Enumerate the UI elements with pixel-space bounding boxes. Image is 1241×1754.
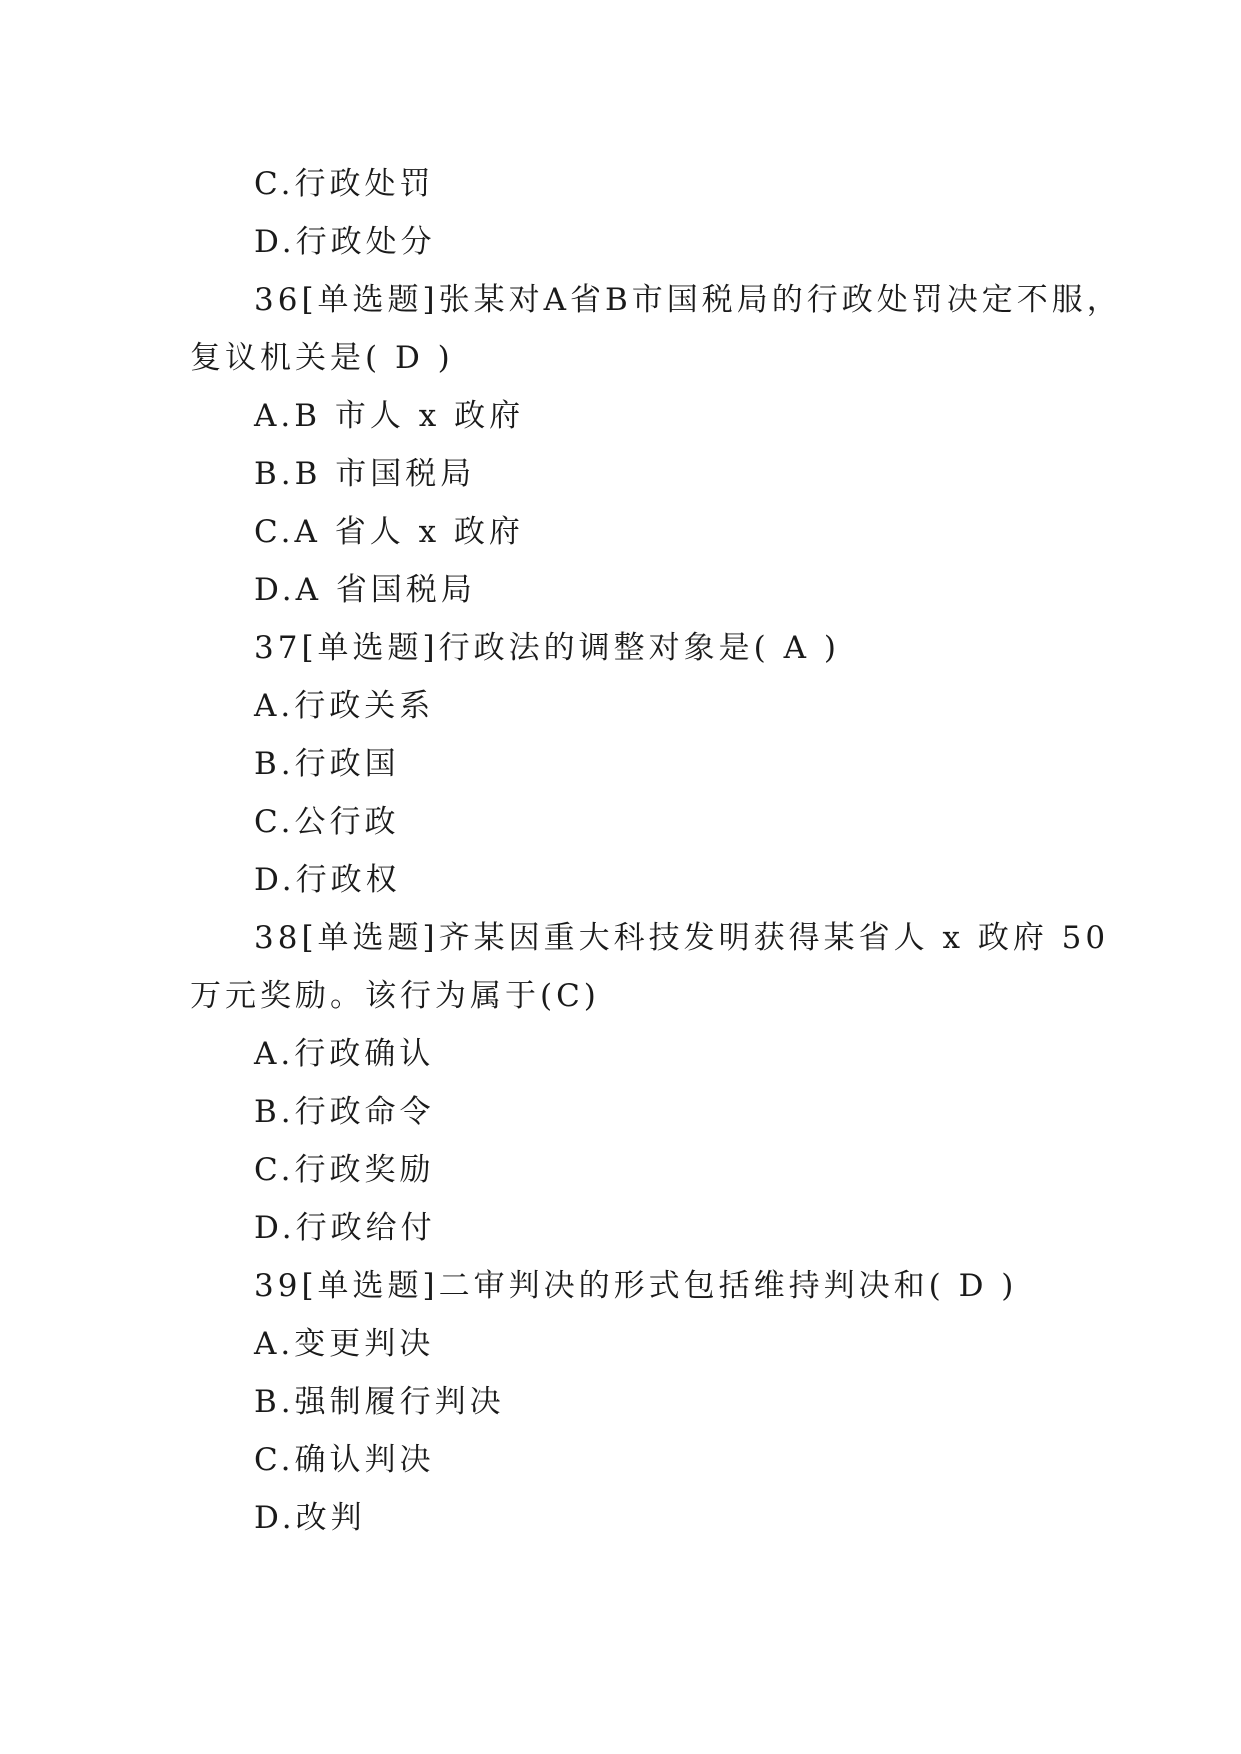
option-a-q37: A.行政关系 [254, 688, 435, 724]
option-d-q36: D.A 省国税局 [254, 572, 476, 608]
option-d-q39: D.改判 [254, 1500, 366, 1536]
option-a-q39: A.变更判决 [254, 1326, 435, 1362]
option-b-q39: B.强制履行判决 [254, 1384, 505, 1420]
option-b-q36: B.B 市国税局 [254, 456, 476, 492]
option-a-q36: A.B 市人 x 政府 [254, 398, 525, 434]
option-b-q37: B.行政国 [254, 746, 400, 782]
question-38-stem-continued: 万元奖励。该行为属于(C) [190, 978, 600, 1014]
option-c-q37: C.公行政 [254, 804, 400, 840]
option-c-q38: C.行政奖励 [254, 1152, 435, 1188]
question-37-stem: 37[单选题]行政法的调整对象是( A ) [254, 630, 840, 666]
option-c-q35: C.行政处罚 [254, 166, 435, 202]
option-b-q38: B.行政命令 [254, 1094, 435, 1130]
question-38-stem: 38[单选题]齐某因重大科技发明获得某省人 x 政府 50 [254, 920, 1110, 956]
question-36-stem-continued: 复议机关是( D ) [190, 340, 454, 376]
option-a-q38: A.行政确认 [254, 1036, 435, 1072]
question-39-stem: 39[单选题]二审判决的形式包括维持判决和( D ) [254, 1268, 1018, 1304]
option-c-q36: C.A 省人 x 政府 [254, 514, 524, 550]
question-36-stem: 36[单选题]张某对A省B市国税局的行政处罚决定不服， [254, 282, 1122, 318]
option-d-q37: D.行政权 [254, 862, 401, 898]
option-d-q38: D.行政给付 [254, 1210, 436, 1246]
option-c-q39: C.确认判决 [254, 1442, 435, 1478]
option-d-q35: D.行政处分 [254, 224, 436, 260]
